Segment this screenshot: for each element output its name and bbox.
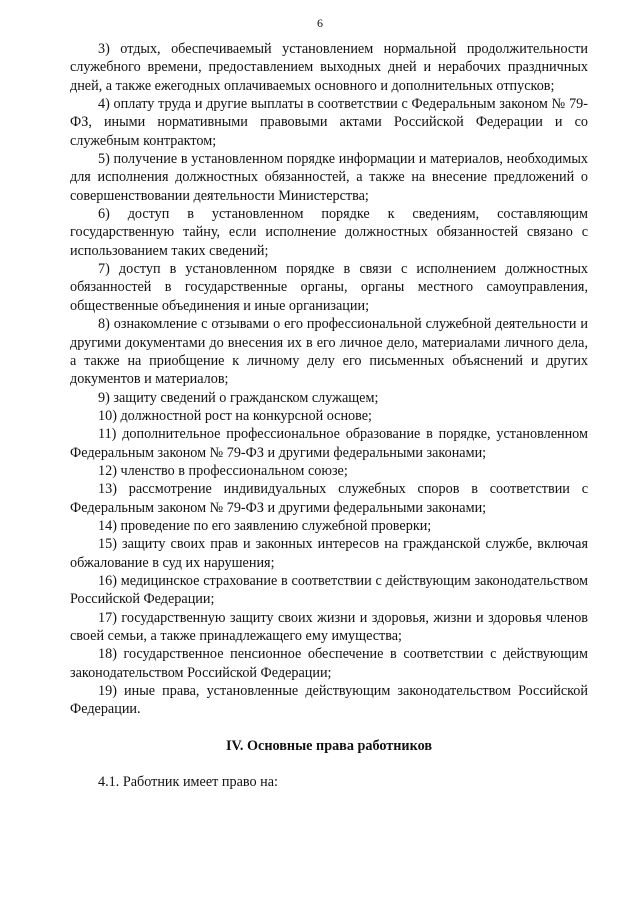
list-item: 13) рассмотрение индивидуальных служебных споров в соответствии с Федеральным законом № 79-ФЗ и другими федеральными законами; [70, 481, 588, 516]
list-item: 15) защиту своих прав и законных интересов на гражданской службе, включая обжалование в суд их нарушения; [70, 536, 588, 571]
section-heading: IV. Основные права работников [225, 737, 432, 754]
list-item: 18) государственное пенсионное обеспечение в соответствии с действующим законодательством Российской Федерации; [70, 646, 588, 681]
list-item: 3) отдых, обеспечиваемый установлением нормальной продолжительности служебного времени, предоставлением выходных дней и нерабочих праздничных дней, а также ежегодных оплачиваемых основного и дополнительных отпусков; [70, 41, 588, 94]
list-item: 11) дополнительное профессиональное образование в порядке, установленном Федеральным законом № 79-ФЗ и другими федеральными законами; [70, 426, 588, 461]
list-item: 8) ознакомление с отзывами о его профессиональной служебной деятельности и другими документами до внесения их в его личное дело, материалами личного дела, а также на приобщение к личному делу его письменных объяснений и других документов и материалов; [70, 316, 588, 388]
list-item: 12) членство в профессиональном союзе; [98, 462, 348, 479]
document-body [70, 40, 588, 791]
page-number: 6 [317, 16, 323, 30]
section-intro: 4.1. Работник имеет право на: [98, 773, 278, 790]
list-item: 7) доступ в установленном порядке в связи с исполнением должностных обязанностей в государственные органы, органы местного самоуправления, общественные объединения и иные организации; [70, 261, 588, 314]
list-item: 5) получение в установленном порядке информации и материалов, необходимых для исполнения должностных обязанностей, а также на внесение предложений о совершенствовании деятельности Министерства; [70, 151, 588, 204]
list-item: 9) защиту сведений о гражданском служащем; [98, 389, 379, 406]
list-item: 17) государственную защиту своих жизни и здоровья, жизни и здоровья членов своей семьи, а также принадлежащего ему имущества; [70, 609, 588, 644]
list-item: 10) должностной рост на конкурсной основе; [98, 407, 372, 424]
list-item: 4) оплату труда и другие выплаты в соответствии с Федеральным законом № 79-ФЗ, иными нормативными правовыми актами Российской Федерации и со служебным контрактом; [70, 96, 588, 149]
list-item: 6) доступ в установленном порядке к сведениям, составляющим государственную тайну, если исполнение должностных обязанностей связано с использованием таких сведений; [70, 206, 588, 259]
list-item: 19) иные права, установленные действующим законодательством Российской Федерации. [70, 683, 588, 718]
list-item: 16) медицинское страхование в соответствии с действующим законодательством Российской Федерации; [70, 572, 588, 608]
list-item: 14) проведение по его заявлению служебной проверки; [98, 517, 432, 534]
